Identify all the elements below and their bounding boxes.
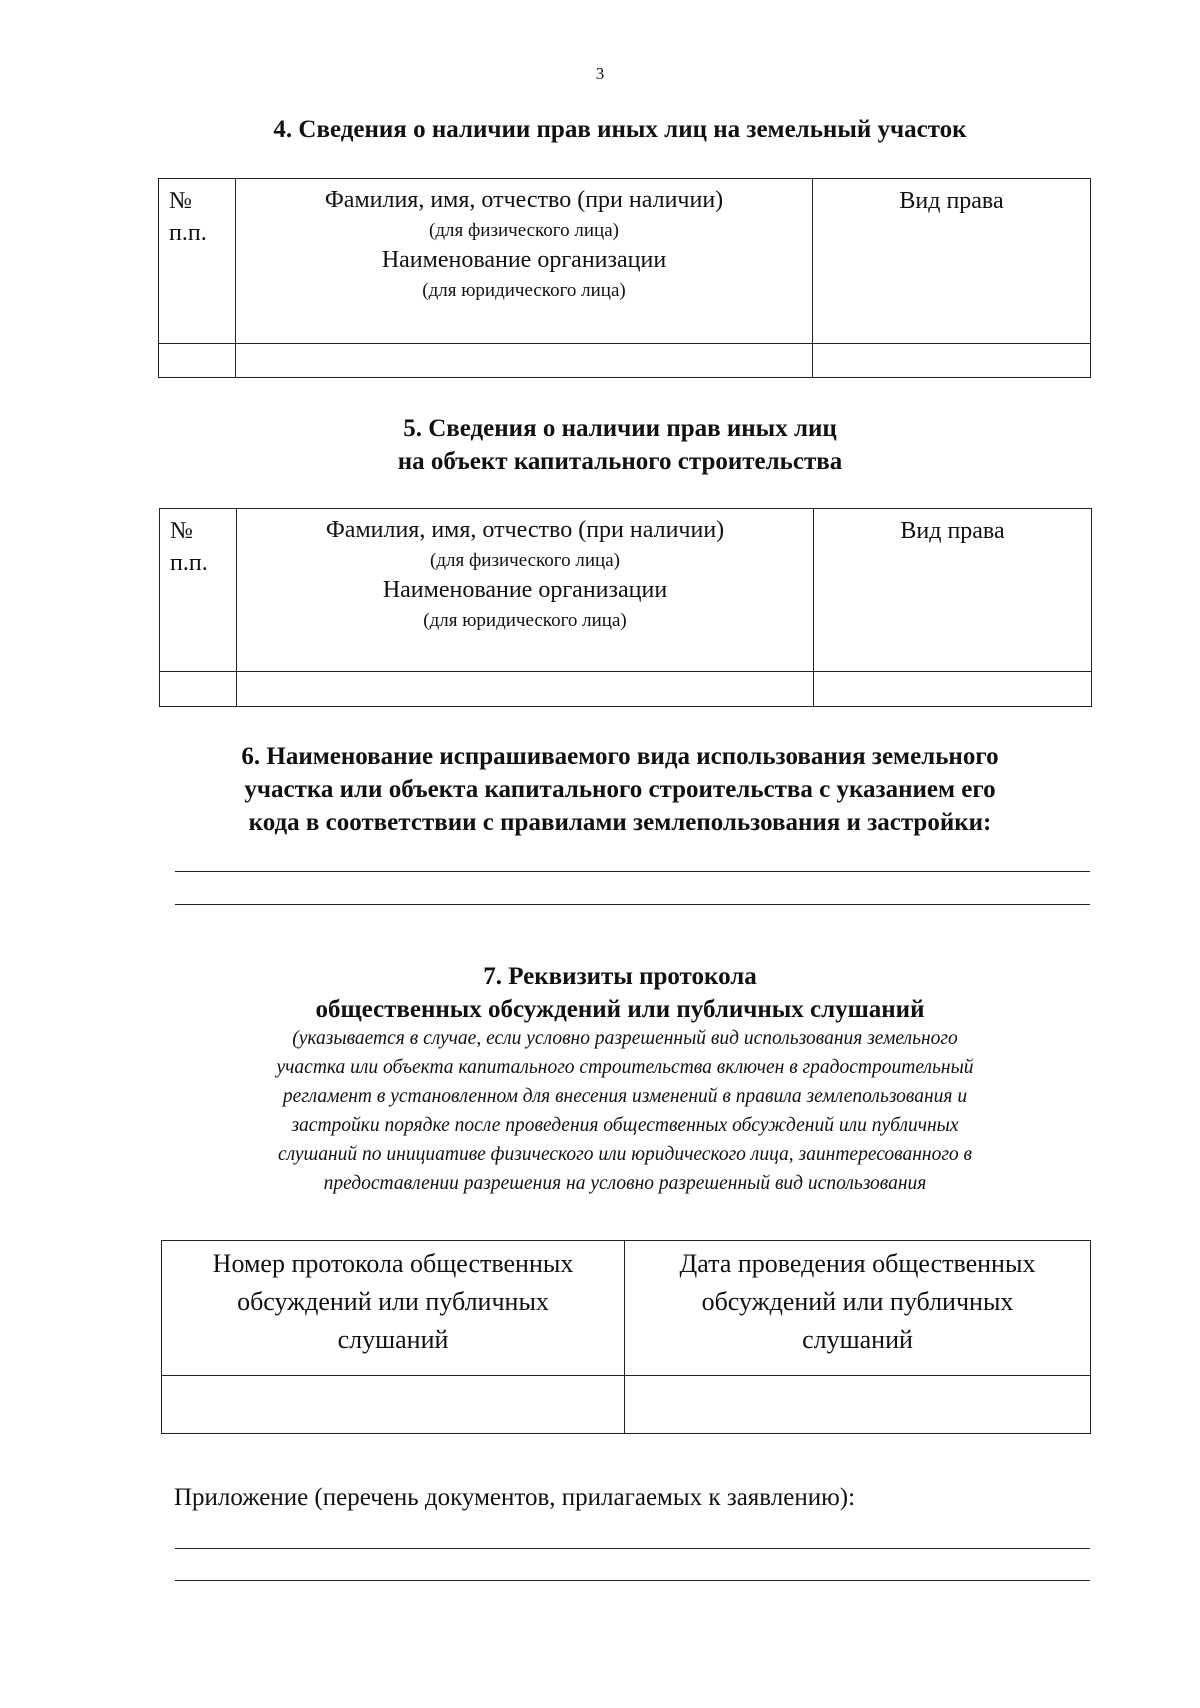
note-line: слушаний по инициативе физического или юридического лица, заинтересованного в (277, 1144, 973, 1165)
section7-title-line: 7. Реквизиты протокола (483, 963, 757, 990)
number-sign: № (169, 188, 192, 214)
name-header-line: Наименование организации (381, 247, 667, 273)
fill-in-line[interactable] (175, 904, 1090, 905)
fill-in-line[interactable] (175, 1548, 1090, 1549)
section5-title-line: на объект капитального строительства (397, 448, 843, 475)
empty-cell[interactable] (162, 1376, 625, 1434)
date-header-line: обсуждений или публичных (701, 1287, 1014, 1316)
note-line: (указывается в случае, если условно разрешенный вид использования земельного (292, 1028, 958, 1049)
date-header-line: Дата проведения общественных (679, 1249, 1036, 1278)
hearing-date-column-header (625, 1241, 1091, 1376)
number-abbrev: п.п. (169, 220, 207, 246)
number-column-header (159, 179, 236, 344)
table-row (162, 1376, 1091, 1434)
name-header-line: (для юридического лица) (423, 610, 627, 631)
empty-cell[interactable] (236, 344, 813, 378)
section6-title-line: 6. Наименование испрашиваемого вида использования земельного (241, 743, 999, 770)
note-line: застройки порядке после проведения общественных обсуждений или публичных (291, 1115, 959, 1136)
name-column-header (237, 509, 814, 672)
table-row (159, 344, 1091, 378)
empty-cell[interactable] (159, 344, 236, 378)
section6-title (150, 740, 1090, 839)
name-header-line: (для физического лица) (429, 220, 619, 241)
right-type-column-header: Вид права (813, 179, 1091, 344)
number-abbrev: п.п. (170, 550, 208, 576)
section7-title-line: общественных обсуждений или публичных слушаний (315, 996, 925, 1023)
number-sign: № (170, 518, 193, 544)
section6-title-line: участка или объекта капитального строительства с указанием его (244, 776, 996, 803)
protocol-header-line: обсуждений или публичных (237, 1287, 549, 1316)
note-line: участка или объекта капитального строительства включен в градостроительный (276, 1057, 974, 1078)
section6-title-line: кода в соответствии с правилами землепользования и застройки: (248, 809, 992, 836)
date-header-line: слушаний (802, 1325, 913, 1354)
table-header-row (162, 1241, 1091, 1376)
section5-table (159, 508, 1092, 707)
empty-cell[interactable] (814, 672, 1092, 707)
section7-title (150, 960, 1090, 1026)
name-header-line: Фамилия, имя, отчество (при наличии) (325, 517, 725, 543)
name-column-header (236, 179, 813, 344)
empty-cell[interactable] (813, 344, 1091, 378)
protocol-header-line: слушаний (337, 1325, 449, 1354)
name-header-line: Фамилия, имя, отчество (при наличии) (324, 187, 724, 213)
table-row (160, 672, 1092, 707)
section7-note (160, 1024, 1090, 1198)
name-header-line: Наименование организации (382, 577, 668, 603)
empty-cell[interactable] (625, 1376, 1091, 1434)
table-header-row (159, 179, 1091, 344)
note-line: регламент в установленном для внесения изменений в правила землепользования и (282, 1086, 968, 1107)
empty-cell[interactable] (237, 672, 814, 707)
name-header-line: (для физического лица) (430, 550, 620, 571)
fill-in-line[interactable] (175, 1580, 1090, 1581)
section5-title-line: 5. Сведения о наличии прав иных лиц (403, 415, 837, 442)
protocol-number-column-header (162, 1241, 625, 1376)
note-line: предоставлении разрешения на условно разрешенный вид использования (323, 1173, 927, 1194)
page-number: 3 (595, 64, 605, 83)
fill-in-line[interactable] (175, 871, 1090, 872)
protocol-header-line: Номер протокола общественных (212, 1249, 574, 1278)
section4-title: 4. Сведения о наличии прав иных лиц на земельный участок (273, 116, 967, 143)
section4-table (158, 178, 1091, 378)
right-type-column-header: Вид права (814, 509, 1092, 672)
section7-table (161, 1240, 1091, 1434)
empty-cell[interactable] (160, 672, 237, 707)
name-header-line: (для юридического лица) (422, 280, 626, 301)
number-column-header (160, 509, 237, 672)
section5-title (150, 412, 1090, 478)
table-header-row (160, 509, 1092, 672)
appendix-label: Приложение (перечень документов, прилагаемых к заявлению): (174, 1484, 856, 1511)
